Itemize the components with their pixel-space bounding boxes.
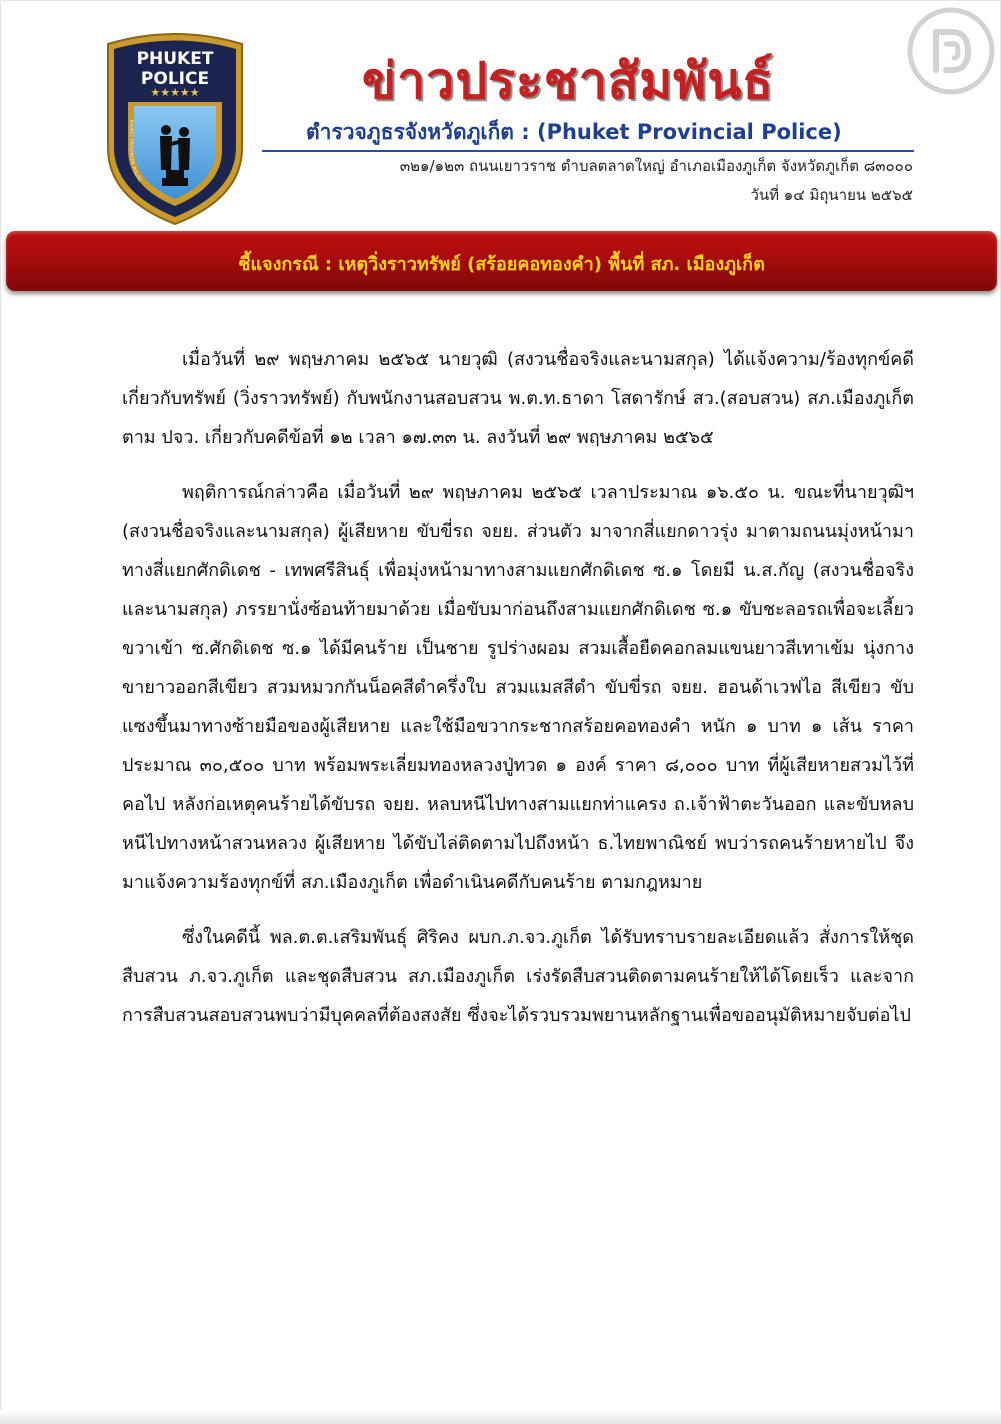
svg-text:POLICE: POLICE [140, 69, 210, 89]
office-address: ๓๒๑/๑๒๓ ถนนเยาวราช ตำบลตลาดใหญ่ อำเภอเมืองภูเก็ต จังหวัดภูเก็ต ๘๓๐๐๐ [399, 157, 913, 175]
svg-text:PHUKET PROVINCIAL POLICE: PHUKET PROVINCIAL POLICE [128, 119, 142, 183]
paragraph: พฤติการณ์กล่าวคือ เมื่อวันที่ ๒๙ พฤษภาคม ๒๕๖๕ เวลาประมาณ ๑๖.๕๐ น. ขณะที่นายวุฒิฯ (สงวนชื่อจริงและนามสกุล) ผู้เสียหาย ขับขี่รถ จยย. ส่วนตัว มาจากสี่แยกดาวรุ่ง มาตามถนนมุ่งหน้ามาทางสี่แยกศักดิเดช - เทพศรีสินธุ์ เพื่อมุ่งหน้ามาทางสามแยกศักดิเดช ซ.๑ โดยมี น.ส.กัญ (สงวนชื่อจริงและนามสกุล) ภรรยานั่งซ้อนท้ายมาด้วย เมื่อขับมาก่อนถึงสามแยกศักดิเดช ซ.๑ ขับชะลอรถเพื่อจะเลี้ยวขวาเข้า ซ.ศักดิเดช ซ.๑ ได้มีคนร้าย เป็นชาย รูปร่างผอม สวมเสื้อยืดคอกลมแขนยาวสีเทาเข้ม นุ่งกางขายาวออกสีเขียว สวมหมวกกันน็อคสีดำครึ่งใบ สวมแมสสีดำ ขับขี่รถ จยย. ฮอนด้าเวฟไอ สีเขียว ขับแซงขึ้นมาทางซ้ายมือของผู้เสียหาย และใช้มือขวากระชากสร้อยคอทองคำ หนัก ๑ บาท ๑ เส้น ราคาประมาณ ๓๐,๕๐๐ บาท พร้อมพระเลี่ยมทองหลวงปู่ทวด ๑ องค์ ราคา ๘,๐๐๐ บาท ที่ผู้เสียหายสวมไว้ที่คอไป หลังก่อเหตุคนร้ายได้ขับรถ จยย. หลบหนีไปทางสามแยกท่าแครง ถ.เจ้าฟ้าตะวันออก และขับหลบหนีไปทางหน้าสวนหลวง ผู้เสียหาย ได้ขับไล่ติดตามไปถึงหน้า ธ.ไทยพาณิชย์ พบว่ารถคนร้ายหายไป จึงมาแจ้งความร้องทุกข์ที่ สภ.เมืองภูเก็ต เพื่อดำเนินคดีกับคนร้าย ตามกฎหมาย [122, 482, 914, 893]
page-title: ข่าวประชาสัมพันธ์ [362, 51, 774, 110]
document-date: วันที่ ๑๔ มิถุนายน ๒๕๖๕ [750, 186, 913, 204]
paragraph: เมื่อวันที่ ๒๙ พฤษภาคม ๒๕๖๕ นายวุฒิ (สงวนชื่อจริงและนามสกุล) ได้แจ้งความ/ร้องทุกข์คดีเกี่ยวกับทรัพย์ (วิ่งราวทรัพย์) กับพนักงานสอบสวน พ.ต.ท.ธาดา โสดารักษ์ สว.(สอบสวน) สภ.เมืองภูเก็ต ตาม ปจว. เกี่ยวกับคดีข้อที่ ๑๒ เวลา ๑๗.๓๓ น. ลงวันที่ ๒๙ พฤษภาคม ๒๕๖๕ [122, 349, 914, 448]
circular-logo-icon [906, 6, 996, 96]
svg-text:PHUKET: PHUKET [136, 49, 214, 69]
subject-banner [6, 231, 997, 291]
paragraph: ซึ่งในคดีนี้ พล.ต.ต.เสริมพันธุ์ ศิริคง ผบก.ภ.จว.ภูเก็ต ได้รับทราบรายละเอียดแล้ว สั่งการให้ชุดสืบสวน ภ.จว.ภูเก็ต และชุดสืบสวน สภ.เมืองภูเก็ต เร่งรัดสืบสวนติดตามคนร้ายให้ได้โดยเร็ว และจากการสืบสวนสอบสวนพบว่ามีบุคคลที่ต้องสงสัย ซึ่งจะได้รวบรวมพยานหลักฐานเพื่อขออนุมัติหมายจับต่อไป [122, 927, 914, 1026]
subject-banner-text: ชี้แจงกรณี : เหตุวิ่งราวทรัพย์ (สร้อยคอทองคำ) พื้นที่ สภ. เมืองภูเก็ต [238, 254, 765, 275]
phuket-police-badge-icon [100, 30, 250, 226]
svg-text:★★★★★: ★★★★★ [150, 86, 200, 99]
organization-subtitle: ตำรวจภูธรจังหวัดภูเก็ต : (Phuket Provincial Police) [306, 120, 842, 144]
header-divider [262, 150, 914, 152]
page-bottom-shadow [0, 1410, 1001, 1424]
document-body [122, 340, 914, 1051]
